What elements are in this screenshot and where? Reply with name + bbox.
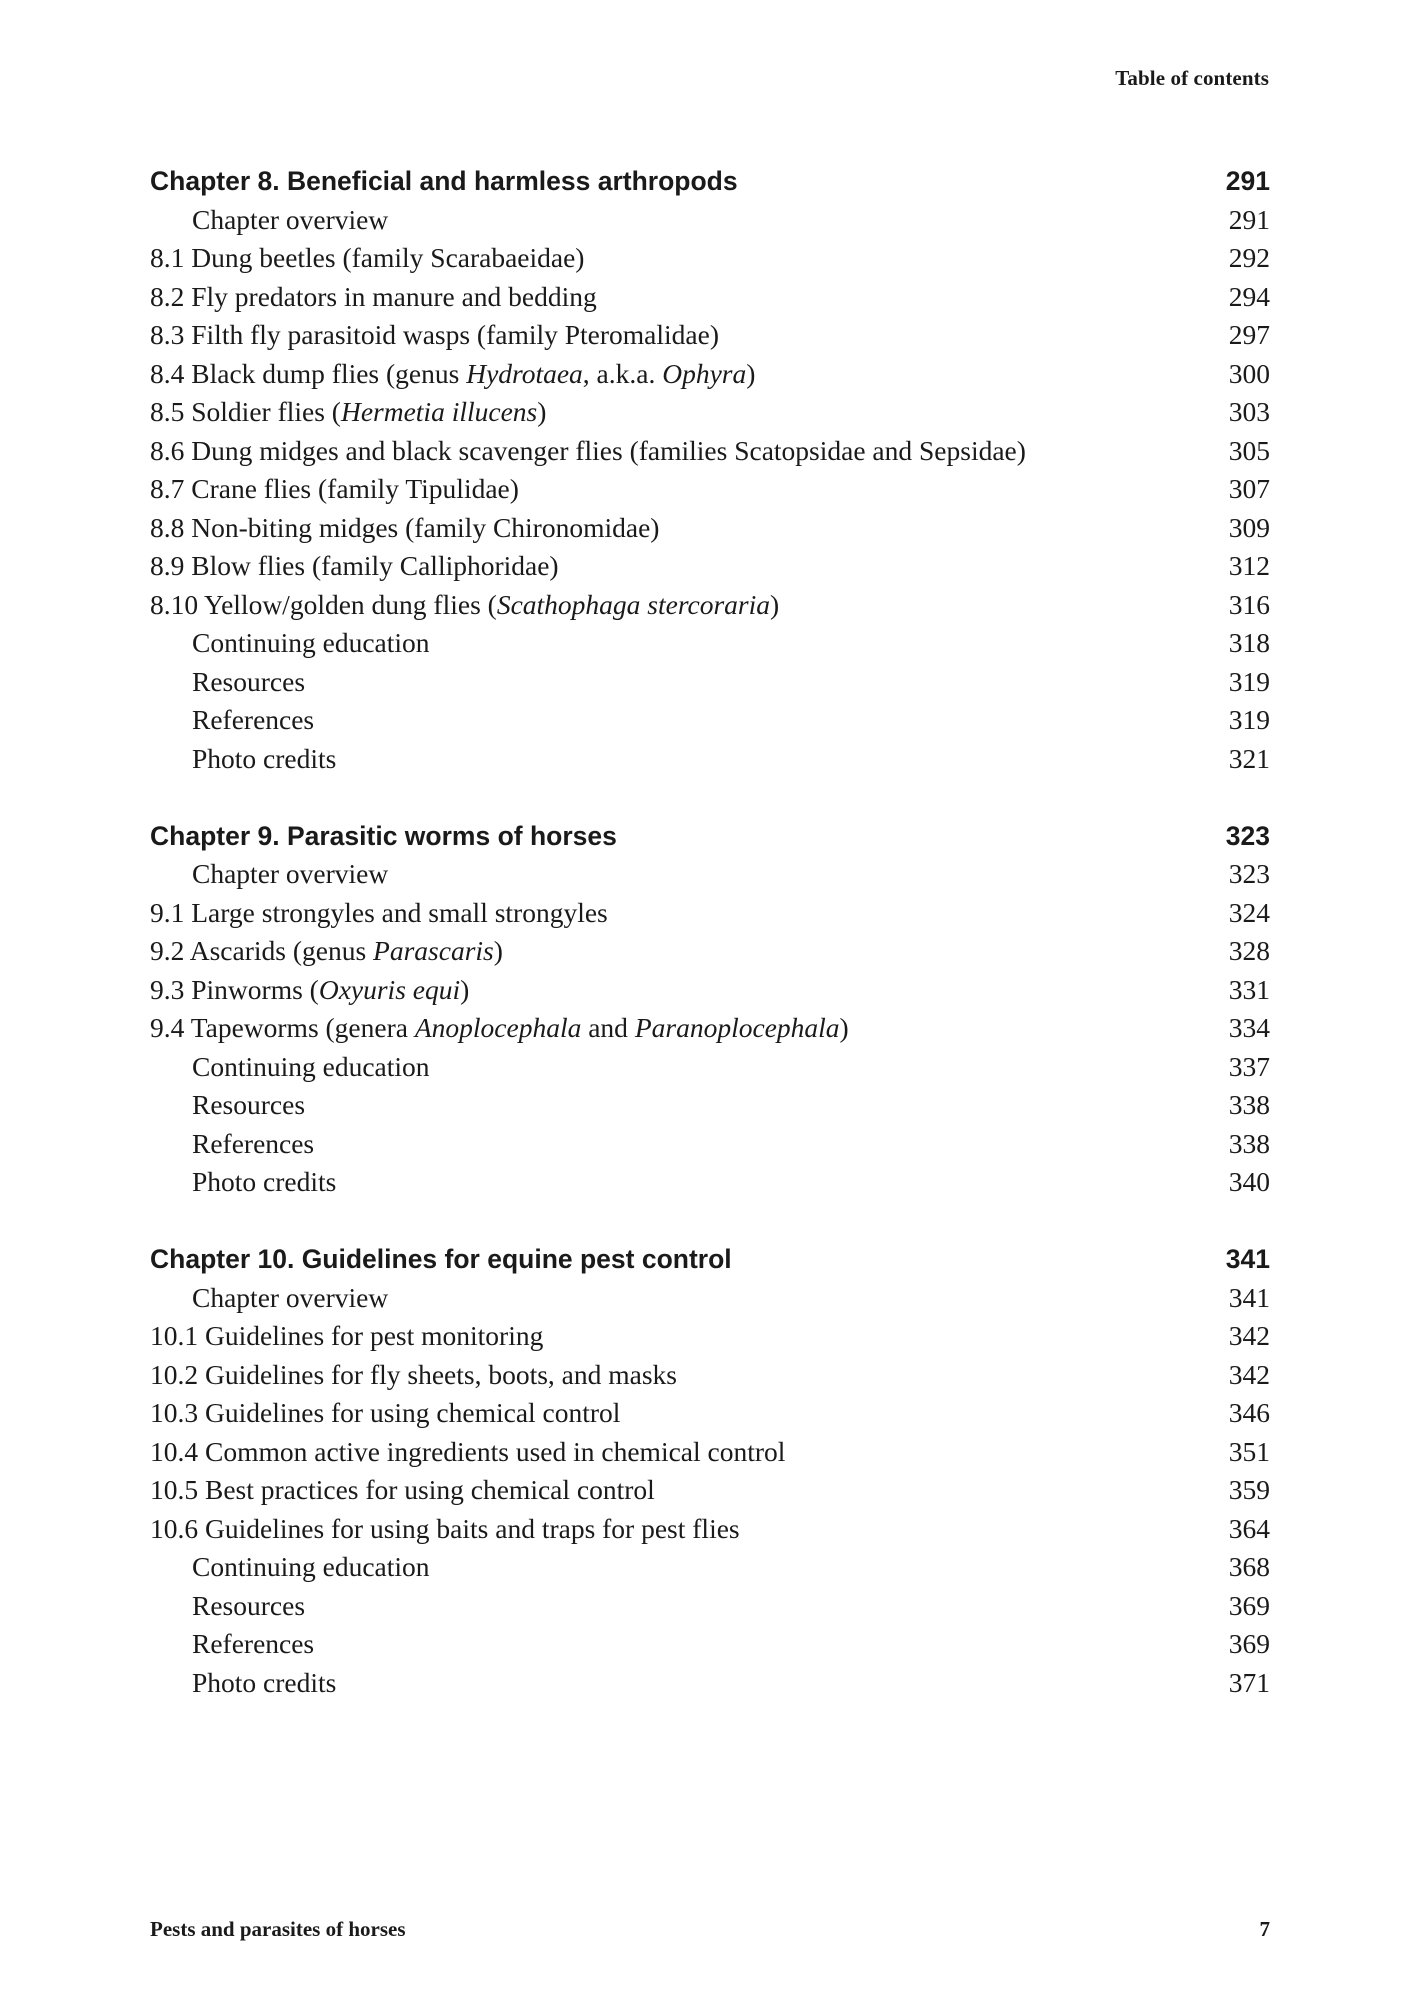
toc-entry	[150, 1086, 1270, 1125]
toc-chapter	[150, 817, 1270, 1202]
entry-page-number: 364	[1228, 1512, 1270, 1544]
entry-title	[150, 509, 659, 548]
toc-entry	[150, 1125, 1270, 1164]
toc-entry	[150, 1048, 1270, 1087]
entry-page-number: 291	[1228, 203, 1270, 235]
entry-title-text: 8.10 Yellow/golden dung flies (	[150, 588, 497, 620]
entry-page-number: 319	[1228, 704, 1270, 735]
entry-title	[150, 1394, 620, 1433]
toc-entry	[150, 470, 1270, 509]
entry-title-text: 10.3 Guidelines for using chemical control	[150, 1397, 621, 1428]
entry-title-text: Chapter overview	[192, 203, 389, 235]
entry-title	[150, 586, 779, 625]
entry-title	[150, 201, 388, 240]
chapter-page-number: 323	[1225, 820, 1270, 851]
toc-entry	[150, 1433, 1270, 1472]
entry-title	[150, 1587, 305, 1626]
entry-title	[150, 1317, 543, 1356]
chapter-page-number: 291	[1225, 166, 1270, 196]
entry-title-text: Chapter overview	[192, 858, 389, 889]
entry-title	[150, 547, 559, 586]
entry-title-italic: Ophyra	[662, 357, 747, 389]
entry-title-text: )	[537, 396, 547, 427]
entry-title-text: Resources	[192, 665, 306, 697]
entry-title-text: Continuing education	[192, 1050, 430, 1082]
entry-page-number: 324	[1228, 896, 1270, 928]
toc-entry	[150, 201, 1270, 240]
toc-entry	[150, 1009, 1270, 1048]
entry-title-text: )	[493, 935, 503, 966]
toc-entry	[150, 1625, 1270, 1664]
toc-entry	[150, 1510, 1270, 1549]
entry-page-number: 316	[1228, 588, 1270, 620]
toc-entry	[150, 932, 1270, 971]
entry-title-text: 10.5 Best practices for using chemical control	[150, 1474, 655, 1505]
toc-entry	[150, 278, 1270, 317]
chapter-heading	[150, 162, 1270, 201]
entry-title-text: 8.7 Crane flies (family Tipulidae)	[150, 473, 519, 504]
entry-title-text: Photo credits	[192, 1666, 337, 1698]
toc-entry	[150, 971, 1270, 1010]
chapter-title: Chapter 10. Guidelines for equine pest control	[150, 1244, 732, 1274]
entry-title	[150, 1471, 655, 1510]
toc-entry	[150, 239, 1270, 278]
entry-title-text: )	[746, 357, 756, 389]
entry-title	[150, 894, 608, 933]
entry-title-text: 8.2 Fly predators in manure and bedding	[150, 280, 597, 312]
entry-title	[150, 239, 584, 278]
entry-title-text: Photo credits	[192, 1166, 337, 1197]
toc-entry	[150, 355, 1270, 394]
entry-title-text: )	[770, 588, 780, 620]
entry-title	[150, 855, 388, 894]
entry-title-text: Continuing education	[192, 627, 430, 658]
entry-page-number: 318	[1228, 627, 1270, 658]
entry-page-number: 342	[1228, 1320, 1270, 1351]
entry-page-number: 338	[1228, 1089, 1270, 1120]
entry-title-text: 8.1 Dung beetles (family Scarabaeidae)	[150, 242, 585, 273]
entry-page-number: 303	[1228, 396, 1270, 427]
entry-page-number: 312	[1228, 550, 1270, 581]
entry-title-text: 8.9 Blow flies (family Calliphoridae)	[150, 550, 559, 581]
entry-title-text: References	[192, 704, 315, 735]
footer-book-title: Pests and parasites of horses	[150, 1917, 406, 1941]
entry-page-number: 337	[1228, 1050, 1270, 1082]
entry-page-number: 338	[1228, 1127, 1270, 1159]
toc-entry	[150, 316, 1270, 355]
entry-page-number: 371	[1228, 1666, 1270, 1698]
entry-title	[150, 432, 1026, 471]
entry-title-text: )	[839, 1012, 849, 1043]
chapter-heading	[150, 817, 1270, 856]
entry-title-text: 9.3 Pinworms (	[150, 973, 319, 1005]
toc-entry	[150, 1548, 1270, 1587]
toc-entry	[150, 393, 1270, 432]
entry-page-number: 328	[1228, 935, 1270, 966]
entry-title-text: 10.6 Guidelines for using baits and traps for pest flies	[150, 1512, 740, 1544]
entry-title	[150, 624, 430, 663]
entry-title-text: Resources	[192, 1089, 306, 1120]
entry-page-number: 297	[1228, 319, 1270, 350]
entry-title-text: 9.4 Tapeworms (genera	[150, 1012, 415, 1043]
entry-title-text: References	[192, 1628, 315, 1659]
entry-title	[150, 971, 469, 1010]
entry-title-italic: Hydrotaea	[466, 357, 583, 389]
entry-page-number: 369	[1228, 1628, 1270, 1659]
toc-entry	[150, 1356, 1270, 1395]
entry-title-text: 10.1 Guidelines for pest monitoring	[150, 1320, 544, 1351]
toc-entry	[150, 663, 1270, 702]
toc-entry	[150, 509, 1270, 548]
entry-title-italic: Hermetia illucens	[340, 396, 538, 427]
entry-page-number: 305	[1228, 434, 1270, 466]
entry-page-number: 319	[1228, 665, 1270, 697]
entry-title	[150, 1125, 314, 1164]
toc-entry	[150, 894, 1270, 933]
entry-title-text: 8.8 Non-biting midges (family Chironomidae)	[150, 511, 660, 543]
toc-entry	[150, 1163, 1270, 1202]
entry-title	[150, 355, 755, 394]
toc-entry	[150, 586, 1270, 625]
entry-title	[150, 740, 336, 779]
entry-title	[150, 393, 546, 432]
entry-title-text: 8.5 Soldier flies (	[150, 396, 341, 427]
toc-entry	[150, 1664, 1270, 1703]
toc-entry	[150, 1394, 1270, 1433]
entry-title-text: Chapter overview	[192, 1281, 389, 1313]
entry-page-number: 369	[1228, 1589, 1270, 1621]
entry-title	[150, 278, 597, 317]
toc-chapter	[150, 1240, 1270, 1702]
entry-page-number: 368	[1228, 1551, 1270, 1582]
entry-title-text: 9.2 Ascarids (genus	[150, 935, 374, 966]
entry-page-number: 359	[1228, 1474, 1270, 1505]
toc-entry	[150, 432, 1270, 471]
entry-title-text: 8.6 Dung midges and black scavenger flies (families Scatopsidae and Sepsidae)	[150, 434, 1026, 466]
entry-title	[150, 1548, 430, 1587]
entry-title	[150, 316, 719, 355]
entry-page-number: 346	[1228, 1397, 1270, 1428]
entry-title-text: 9.1 Large strongyles and small strongyles	[150, 896, 608, 928]
toc-entry	[150, 1471, 1270, 1510]
entry-title-text: References	[192, 1127, 315, 1159]
entry-title	[150, 1510, 740, 1549]
entry-title	[150, 1048, 430, 1087]
entry-page-number: 294	[1228, 280, 1270, 312]
entry-title-text: 8.3 Filth fly parasitoid wasps (family Pteromalidae)	[150, 319, 719, 350]
entry-title	[150, 663, 305, 702]
entry-title-text: Resources	[192, 1589, 306, 1621]
entry-title-italic: Parascaris	[373, 935, 494, 966]
entry-title	[150, 1356, 677, 1395]
footer-page-number: 7	[1259, 1917, 1270, 1941]
toc-entry	[150, 1317, 1270, 1356]
table-of-contents	[150, 162, 1270, 1741]
chapter-heading	[150, 1240, 1270, 1279]
entry-title-italic: Oxyuris equi	[318, 973, 461, 1005]
entry-page-number: 323	[1228, 858, 1270, 889]
entry-title	[150, 1664, 336, 1703]
entry-title-text: 8.4 Black dump flies (genus	[150, 357, 467, 389]
entry-page-number: 340	[1228, 1166, 1270, 1197]
toc-entry	[150, 701, 1270, 740]
toc-entry	[150, 1587, 1270, 1626]
toc-chapter	[150, 162, 1270, 778]
toc-entry	[150, 855, 1270, 894]
entry-page-number: 334	[1228, 1012, 1270, 1043]
chapter-title: Chapter 9. Parasitic worms of horses	[150, 820, 617, 851]
chapter-title: Chapter 8. Beneficial and harmless arthropods	[150, 166, 738, 196]
entry-title	[150, 701, 314, 740]
entry-page-number: 341	[1228, 1281, 1270, 1313]
entry-page-number: 309	[1228, 511, 1270, 543]
entry-title	[150, 1009, 849, 1048]
chapter-page-number: 341	[1225, 1244, 1270, 1274]
entry-title-text: )	[460, 973, 470, 1005]
entry-page-number: 321	[1228, 742, 1270, 774]
toc-entry	[150, 624, 1270, 663]
entry-title	[150, 1163, 336, 1202]
toc-entry	[150, 547, 1270, 586]
entry-title-text: Photo credits	[192, 742, 337, 774]
running-head: Table of contents	[1115, 66, 1269, 90]
entry-title	[150, 1279, 388, 1318]
entry-title-text: and	[581, 1012, 635, 1043]
toc-entry	[150, 1279, 1270, 1318]
entry-page-number: 292	[1228, 242, 1270, 273]
entry-title	[150, 932, 503, 971]
entry-title-text: 10.4 Common active ingredients used in chemical control	[150, 1435, 786, 1467]
entry-title-text: Continuing education	[192, 1551, 430, 1582]
entry-title	[150, 1086, 305, 1125]
entry-page-number: 351	[1228, 1435, 1270, 1467]
toc-entry	[150, 740, 1270, 779]
entry-title	[150, 1625, 314, 1664]
page-footer	[150, 1917, 1270, 1942]
entry-page-number: 331	[1228, 973, 1270, 1005]
entry-title-italic: Anoplocephala	[414, 1012, 582, 1043]
entry-title	[150, 470, 519, 509]
entry-title-italic: Paranoplocephala	[634, 1012, 840, 1043]
entry-title	[150, 1433, 785, 1472]
entry-title-text: , a.k.a.	[582, 357, 663, 389]
entry-title-italic: Scathophaga stercoraria	[496, 588, 771, 620]
entry-page-number: 300	[1228, 357, 1270, 389]
entry-page-number: 342	[1228, 1358, 1270, 1390]
entry-page-number: 307	[1228, 473, 1270, 504]
entry-title-text: 10.2 Guidelines for fly sheets, boots, and masks	[150, 1358, 678, 1390]
